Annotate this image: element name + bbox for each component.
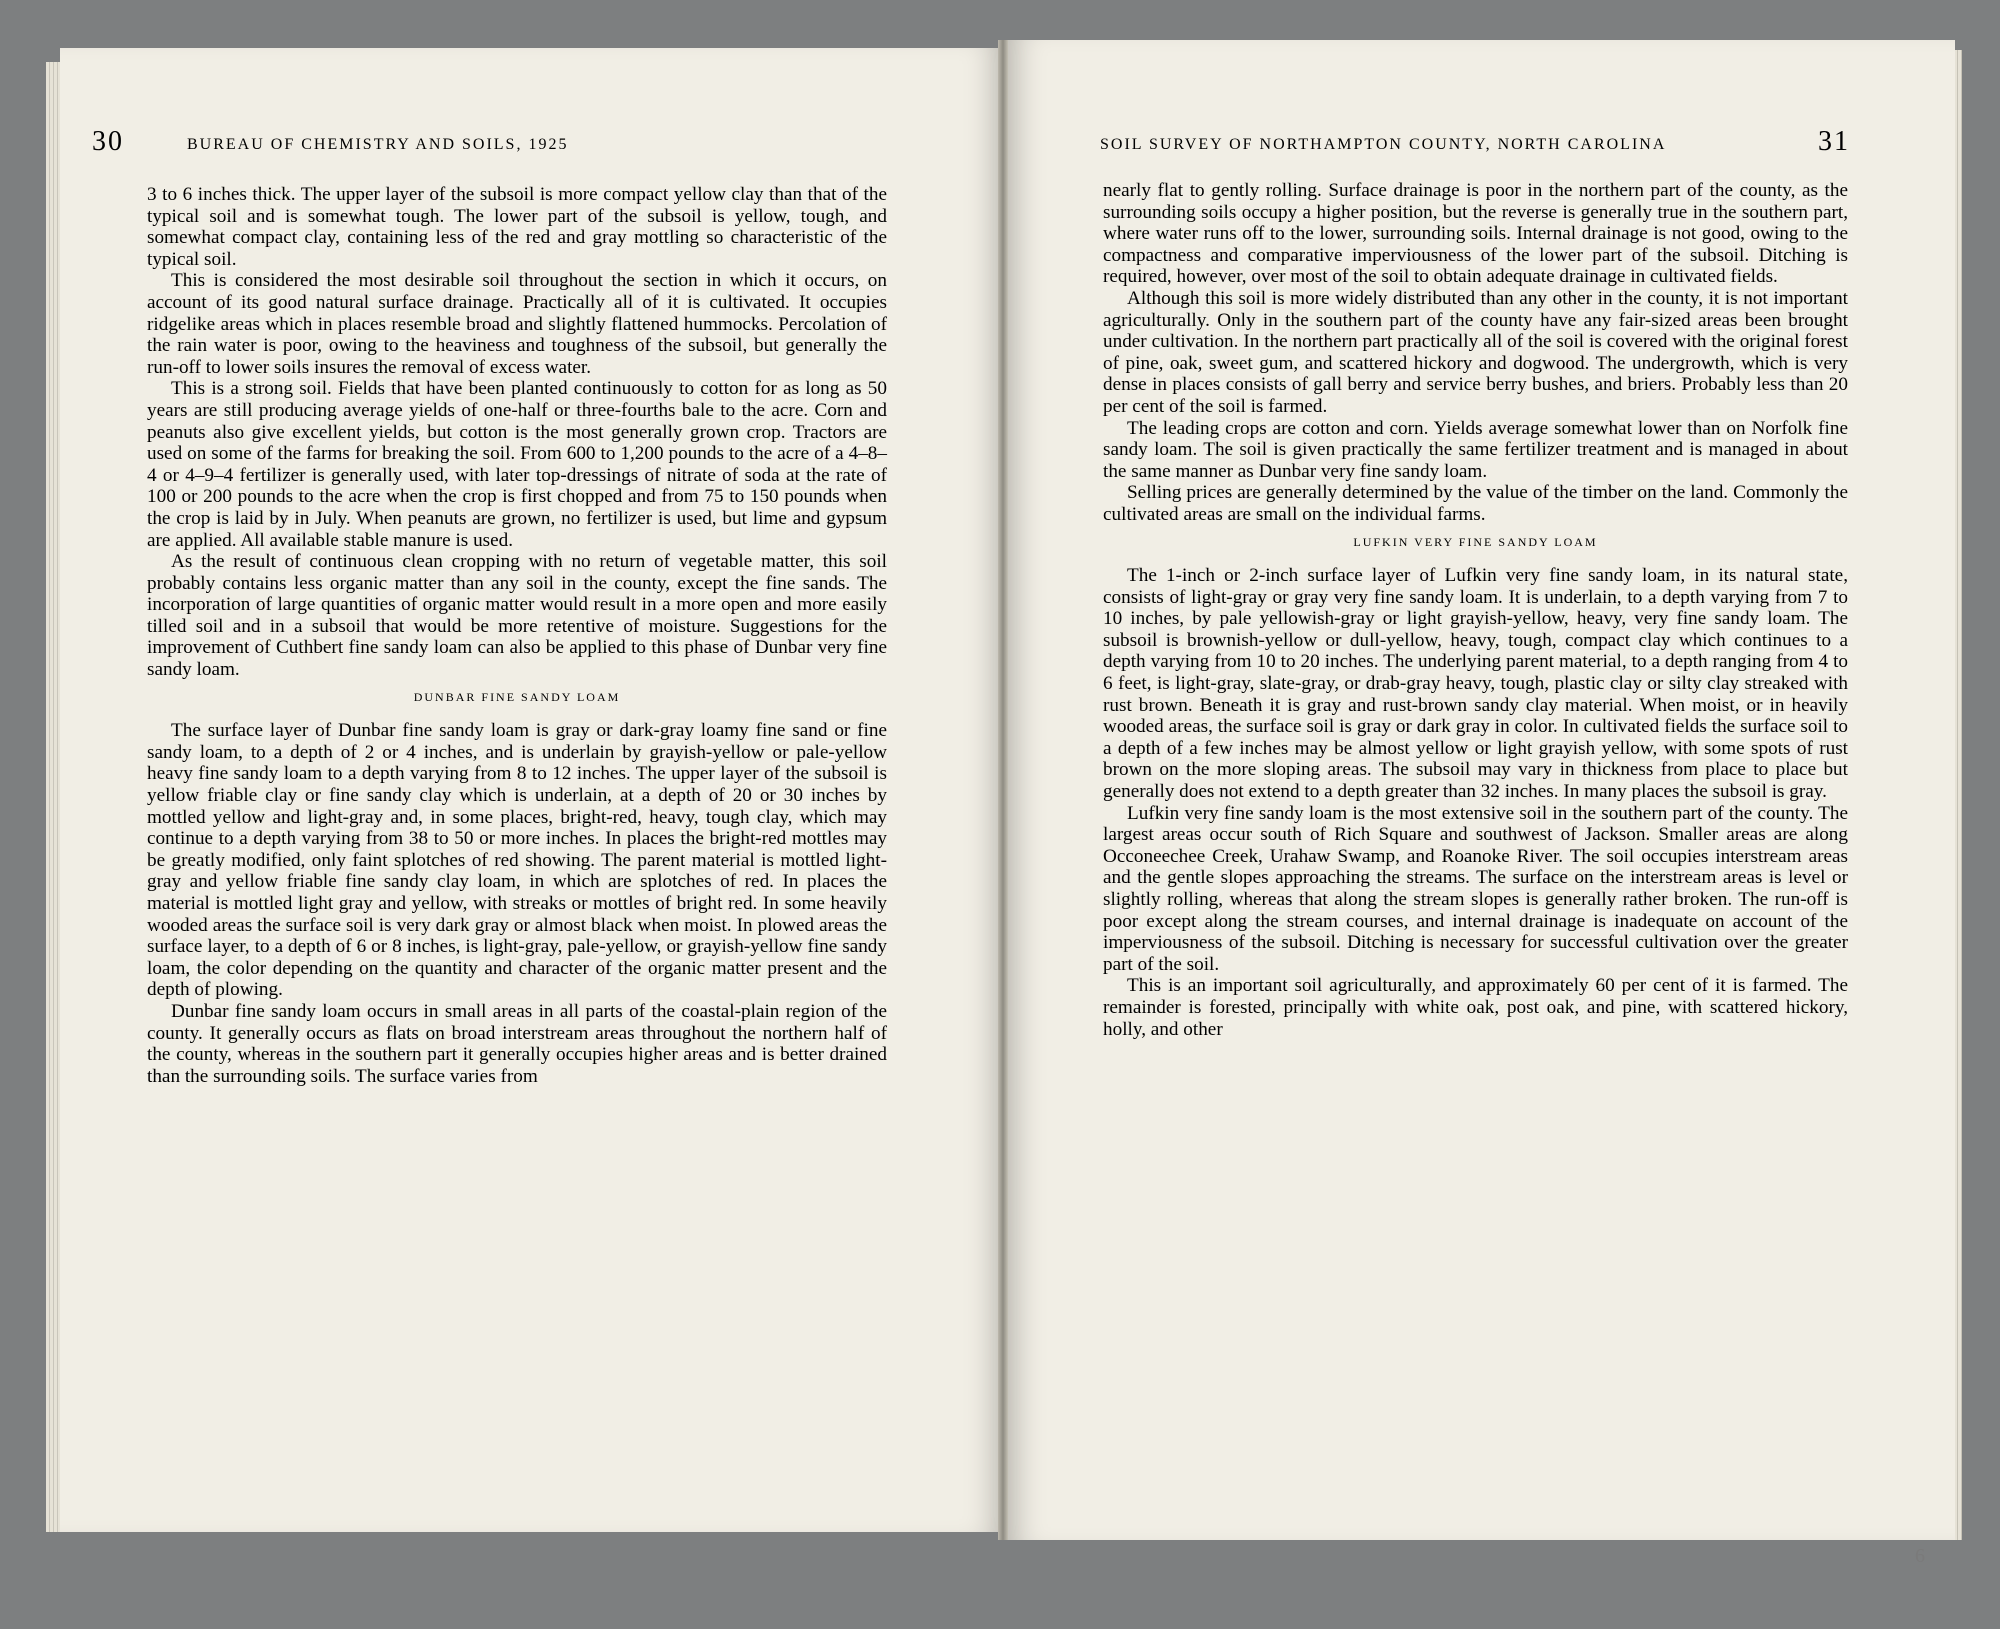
left-text-column	[147, 184, 887, 1087]
running-head-text: BUREAU OF CHEMISTRY AND SOILS, 1925	[187, 136, 569, 153]
paragraph: The leading crops are cotton and corn. Yields average somewhat lower than on Norfolk fine sandy loam. The soil is given practically the same fertilizer treatment and is managed in about the same manner as Dunbar very fine sandy loam.	[1103, 417, 1848, 482]
paragraph: nearly flat to gently rolling. Surface drainage is poor in the northern part of the county, as the surrounding soils occupy a higher position, but the reverse is generally true in the southern part, where water runs off to the lower, surrounding soils. Internal drainage is not good, owing to the compactness and comparative imperviousness of the lower part of the subsoil. Ditching is required, however, over most of the soil to obtain adequate drainage in cultivated fields.	[1103, 180, 1848, 288]
page-number: 31	[1818, 126, 1850, 157]
paragraph: This is a strong soil. Fields that have been planted continuously to cotton for as long as 50 years are still producing average yields of one-half or three-fourths bale to the acre. Corn and peanuts also give excellent yields, but cotton is the most generally grown crop. Tractors are used on some of the farms for breaking the soil. From 600 to 1,200 pounds to the acre of a 4–8–4 or 4–9–4 fertilizer is generally used, with later top-dressings of nitrate of soda at the rate of 100 or 200 pounds to the acre when the crop is first chopped and from 75 to 150 pounds when the crop is laid by in July. When peanuts are grown, no fertilizer is used, but lime and gypsum are applied. All available stable manure is used.	[147, 378, 887, 551]
section-heading: DUNBAR FINE SANDY LOAM	[413, 689, 621, 704]
right-text-column	[1103, 180, 1848, 1040]
paragraph: Dunbar fine sandy loam occurs in small areas in all parts of the coastal-plain region of the county. It generally occurs as flats on broad interstream areas throughout the northern half of the county, whereas in the southern part it generally occupies higher areas and is better drained than the surrounding soils. The surface varies from	[147, 1000, 887, 1087]
paragraph: Selling prices are generally determined by the value of the timber on the land. Commonly the cultivated areas are small on the individual farms.	[1103, 482, 1848, 525]
section-heading: LUFKIN VERY FINE SANDY LOAM	[1353, 534, 1598, 549]
paragraph: 3 to 6 inches thick. The upper layer of the subsoil is more compact yellow clay than that of the typical soil and is somewhat tough. The lower part of the subsoil is yellow, tough, and somewhat compact clay, containing less of the red and gray mottling so characteristic of the typical soil.	[147, 184, 887, 270]
paragraph: Although this soil is more widely distributed than any other in the county, it is not important agriculturally. Only in the southern part of the county have any fair-sized areas been brought under cultivation. In the northern part practically all of the soil is covered with the original forest of pine, oak, sweet gum, and scattered hickory and dogwood. The undergrowth, which is very dense in places consists of gall berry and service berry bushes, and briers. Probably less than 20 per cent of the soil is farmed.	[1103, 287, 1848, 417]
paragraph: The surface layer of Dunbar fine sandy loam is gray or dark-gray loamy fine sand or fine sandy loam, to a depth of 2 or 4 inches, and is underlain by grayish-yellow or pale-yellow heavy fine sandy loam to a depth varying from 8 to 12 inches. The upper layer of the subsoil is yellow friable clay or fine sandy clay which is underlain, at a depth of 20 or 30 inches by mottled yellow and light-gray and, in some places, bright-red, heavy, tough clay, which may continue to a depth varying from 38 to 50 or more inches. In places the bright-red mottles may be greatly modified, only faint splotches of red showing. The parent material is mottled light-gray and yellow friable fine sandy clay loam, in which are splotches of red. In places the material is mottled light gray and yellow, with streaks or mottles of bright red. In some heavily wooded areas the surface soil is very dark gray or almost black when moist. In plowed areas the surface layer, to a depth of 6 or 8 inches, is light-gray, pale-yellow, or grayish-yellow fine sandy loam, the color depending on the quantity and character of the organic matter present and the depth of plowing.	[147, 720, 887, 1001]
paragraph: This is an important soil agriculturally, and approximately 60 per cent of it is farmed. The remainder is forested, principally with white oak, post oak, and pine, with scattered hickory, holly, and other	[1103, 975, 1848, 1040]
paragraph: As the result of continuous clean cropping with no return of vegetable matter, this soil probably contains less organic matter than any soil in the county, except the fine sands. The incorporation of large quantities of organic matter would result in a more open and more easily tilled soil and in a subsoil that would be more retentive of moisture. Suggestions for the improvement of Cuthbert fine sandy loam can also be applied to this phase of Dunbar very fine sandy loam.	[147, 551, 887, 681]
paragraph: This is considered the most desirable soil throughout the section in which it occurs, on account of its good natural surface drainage. Practically all of it is cultivated. It occupies ridgelike areas which in places resemble broad and slightly flattened hummocks. Percolation of the rain water is poor, owing to the heaviness and toughness of the subsoil, but generally the run-off to lower soils insures the removal of excess water.	[147, 270, 887, 378]
running-head-text: SOIL SURVEY OF NORTHAMPTON COUNTY, NORTH CAROLINA	[1100, 136, 1667, 153]
paragraph: Lufkin very fine sandy loam is the most extensive soil in the southern part of the county. The largest areas occur south of Rich Square and southwest of Jackson. Smaller areas are along Occoneechee Creek, Urahaw Swamp, and Roanoke River. The soil occupies interstream areas and the gentle slopes approaching the streams. The surface on the interstream areas is level or slightly rolling, whereas that along the stream slopes is generally rather broken. The run-off is poor except along the stream courses, and internal drainage is inadequate on account of the imperviousness of the subsoil. Ditching is necessary for successful cultivation over the greater part of the soil.	[1103, 802, 1848, 975]
pencil-mark: 6	[1915, 1545, 1925, 1567]
page-number: 30	[92, 126, 124, 157]
gutter	[998, 40, 1008, 1540]
paragraph: The 1-inch or 2-inch surface layer of Lufkin very fine sandy loam, in its natural state, consists of light-gray or gray very fine sandy loam. It is underlain, to a depth varying from 7 to 10 inches, by pale yellowish-gray or light grayish-yellow, heavy, very fine sandy loam. The subsoil is brownish-yellow or dull-yellow, heavy, tough, compact clay which continues to a depth varying from 10 to 20 inches. The underlying parent material, to a depth ranging from 4 to 6 feet, is light-gray, slate-gray, or drab-gray heavy, tough, plastic clay or silty clay streaked with rust brown. Beneath it is gray and rust-brown sandy clay material. When moist, or in heavily wooded areas, the surface soil is gray or dark gray in color. In cultivated fields the surface soil to a depth of a few inches may be almost yellow or light grayish yellow, with some spots of rust brown on the more sloping areas. The subsoil may vary in thickness from place to place but generally does not extend to a depth greater than 32 inches. In many places the subsoil is gray.	[1103, 565, 1848, 803]
right-running-head	[1100, 84, 1900, 157]
left-running-head	[92, 84, 922, 157]
